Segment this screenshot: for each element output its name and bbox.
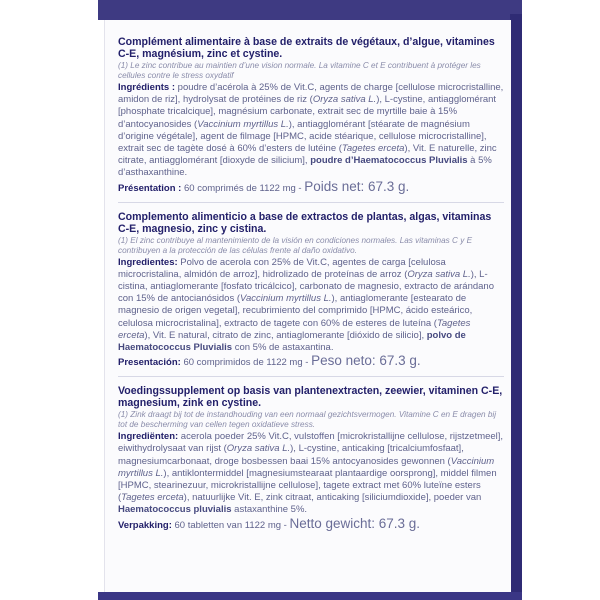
ingredients-es: Ingredientes: Polvo de acerola con 25% de Vit.C, agentes de carga [celulosa microcristalina, almidón de arroz], hidrolizado de proteínas de arroz (Oryza sativa L.), L-cistina, antiaglomerante [fosfato tricálcico], carbonato de magnesio, extracto de arándano con 15% de antocianósidos (Vaccinium myrtillus L.), antiaglomerante [estearato de magnesio de origen vegetal], recubrimiento del comprimido [HPMC, ácido esteárico, celulosa microcristalina], extracto de tagete con 60% de esteres de luteína (Tagetes erceta), Vit. E natural, citrato de zinc, antiaglomerante [dióxido de silicio], polvo de Haematococcus Pluvialis con 5% de astaxantina. (118, 256, 494, 354)
net-weight-nl: Netto gewicht: 67.3 g. (289, 515, 421, 531)
ingredients-label-nl: Ingrediënten: (118, 431, 179, 443)
product-description-es: Complemento alimenticio a base de extractos de plantas, algas, vitaminas C-E, magnesio, zinc y cistina. (118, 210, 492, 235)
presentation-label-es: Presentación: (118, 357, 181, 369)
presentation-nl: Verpakking: 60 tabletten van 1122 mg - Netto gewicht: 67.3 g. (118, 515, 421, 531)
product-description-fr: Complément alimentaire à base de extraits de végétaux, d’algue, vitamines C-E, magnésium, zinc et cystine. (118, 36, 495, 60)
presentation-label-nl: Verpakking: (118, 519, 172, 531)
section-french (118, 36, 504, 195)
ingredients-label-fr: Ingrédients : (118, 82, 176, 93)
section-dutch (118, 385, 504, 531)
presentation-es: Presentación: 60 comprimidos de 1122 mg - Peso neto: 67.3 g. (118, 353, 421, 369)
section-divider (118, 376, 504, 377)
ingredients-fr: Ingrédients : poudre d’acérola à 25% de Vit.C, agents de charge [cellulose microcristalline, amidon de riz], hydrolysat de protéines de riz (Oryza sativa L.), L-cystine, antiagglomérant [phosphate tricalcique], magnésium carbonate, extrait sec de myrtille baie à 15% d’antocyanosides (Vaccinium myrtillus L.), antiagglomérant [stéarate de magnésium d’origine végétale], agent de filmage [HPMC, acide stéarique, cellulose microcristalline], extrait sec de tagète dosé à 60% d’esters de lutéine (Tagetes erceta), Vit. E naturelle, zinc citrate, antiagglomérant [dioxyde de silicium], poudre d’Haematococcus Pluvialis à 5% d’asthaxanthine. (118, 82, 504, 179)
section-spanish (118, 211, 504, 370)
right-color-band (510, 14, 522, 598)
presentation-label-fr: Présentation : (118, 182, 182, 194)
bottom-color-band (98, 592, 522, 600)
health-claim-es: (1) El zinc contribuye al mantenimiento de la visión en condiciones normales. Las vitaminas C y E contribuyen a la protección de las células frente al daño oxidativo. (118, 235, 473, 255)
top-color-band (98, 0, 522, 20)
health-claim-fr: (1) Le zinc contribue au maintien d’une vision normale. La vitamine C et E contribuent à protéger les cellules contre le stress oxydatif (118, 61, 481, 80)
section-divider (118, 202, 504, 203)
presentation-fr: Présentation : 60 comprimés de 1122 mg - Poids net: 67.3 g. (118, 178, 410, 194)
label-text-area (118, 36, 504, 532)
health-claim-nl: (1) Zink draagt bij tot de instandhouding van een normaal gezichtsvermogen. Vitamine C en E dragen bij tot de bescherming van cellen tegen oxidatieve stress. (118, 410, 497, 430)
ingredients-nl: Ingrediënten: acerola poeder 25% Vit.C, vulstoffen [microkristallijne cellulose, rijstzetmeel], eiwithydrolysaat van rijst (Oryza sativa L.), L-cystine, anticaking [tricalciumfosfaat], magnesiumcarbonaat, droge bosbessen baai 15% antocyanosides gewonnen (Vaccinium myrtillus L.), antiklontermiddel [magnesiumstearaat plantaardige oorsprong], middel filmen [HPMC, stearinezuur, microkristallijne cellulose], tagete extract met 60% luteïne esters (Tagetes erceta), natuurlijke Vit. E, zink citraat, anticaking [siliciumdioxide], poeder van Haematococcus pluvialis astaxanthine 5%. (118, 431, 504, 516)
ingredients-label-es: Ingredientes: (118, 256, 178, 268)
net-weight-es: Peso neto: 67.3 g. (311, 353, 421, 369)
net-weight-fr: Poids net: 67.3 g. (304, 178, 410, 194)
product-description-nl: Voedingssupplement op basis van plantenextracten, zeewier, vitaminen C-E, magnesium, zink en cystine. (118, 385, 503, 410)
